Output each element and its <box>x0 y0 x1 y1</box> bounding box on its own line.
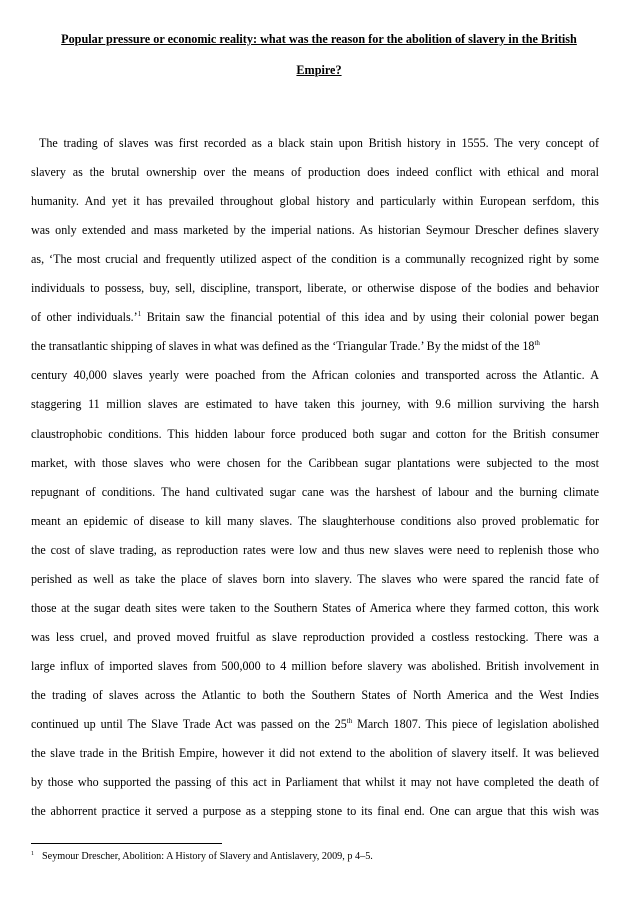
body-line <box>31 309 599 325</box>
body-line <box>31 716 599 732</box>
body-line: by those who supported the passing of this act in Parliament that whilst it may not have completed the death of <box>31 775 599 790</box>
body-line: slavery as the brutal ownership over the means of production does indeed conflict with ethical and moral <box>31 165 599 180</box>
body-text: the transatlantic shipping of slaves in what was defined as the ‘Triangular Trade.’ By the midst of the 18 <box>31 339 535 354</box>
footnote <box>31 850 373 865</box>
superscript: th <box>534 339 540 348</box>
body-line: humanity. And yet it has prevailed throughout global history and particularly within European serfdom, this <box>31 194 599 209</box>
essay-title-line-1: Popular pressure or economic reality: what was the reason for the abolition of slavery in the British <box>61 32 577 46</box>
body-line <box>31 338 540 354</box>
body-line: the slave trade in the British Empire, however it did not extend to the abolition of slavery itself. It was believed <box>31 746 599 761</box>
body-line: those at the sugar death sites were taken to the Southern States of America where they farmed cotton, this work <box>31 600 599 615</box>
body-line: staggering 11 million slaves are estimated to have taken this journey, with 9.6 million surviving the harsh <box>31 397 599 412</box>
body-line: was only extended and mass marketed by the imperial nations. As historian Seymour Drescher defines slavery <box>31 223 599 238</box>
body-line: large influx of imported slaves from 500,000 to 4 million before slavery was abolished. British involvement in <box>31 658 599 673</box>
body-line: repugnant of conditions. The hand cultivated sugar cane was the harshest of labour and the burning climate <box>31 484 599 499</box>
body-line: century 40,000 slaves yearly were poached from the African colonies and transported across the Atlantic. A <box>31 368 599 383</box>
superscript: 1 <box>137 310 142 319</box>
body-line: market, with those slaves who were chosen for the Caribbean sugar plantations were subjected to the most <box>31 455 599 470</box>
superscript: th <box>346 717 353 725</box>
body-line: the abhorrent practice it served a purpose as a stepping stone to its final end. One can argue that this wish was <box>31 804 599 819</box>
body-line: as, ‘The most crucial and frequently utilized aspect of the condition is a communally recognized right by some <box>31 252 599 267</box>
body-text: continued up until The Slave Trade Act was passed on the 25 <box>31 717 347 731</box>
body-line: was less cruel, and proved moved fruitful as slave reproduction provided a costless restocking. There was a <box>31 629 599 644</box>
footnote-mark: 1 <box>31 851 34 857</box>
body-line: perished as well as take the place of slaves born into slavery. The slaves who were spared the rancid fate of <box>31 571 599 586</box>
body-line: The trading of slaves was first recorded as a black stain upon British history in 1555. The very concept of <box>39 136 599 150</box>
body-line: meant an epidemic of disease to kill many slaves. The slaughterhouse conditions also proved problematic for <box>31 513 599 528</box>
footnote-divider <box>31 843 222 844</box>
essay-title-line-2: Empire? <box>296 63 342 77</box>
body-line: individuals to possess, buy, sell, discipline, transport, liberate, or otherwise dispose of the bodies and behavior <box>31 281 599 296</box>
body-line: claustrophobic conditions. This hidden labour force produced both sugar and cotton for the British consumer <box>31 426 599 441</box>
body-line: the trading of slaves across the Atlantic to both the Southern States of North America and the West Indies <box>31 688 599 702</box>
body-text: March 1807. This piece of legislation abolished <box>352 717 599 731</box>
body-text: Britain saw the financial potential of this idea and by using their colonial power began <box>141 310 599 325</box>
body-line: the cost of slave trading, as reproduction rates were low and thus new slaves were need to replenish those who <box>31 542 599 557</box>
body-text: of other individuals.’ <box>31 310 138 325</box>
footnote-text: Seymour Drescher, Abolition: A History of Slavery and Antislavery, 2009, p 4–5. <box>42 851 373 862</box>
